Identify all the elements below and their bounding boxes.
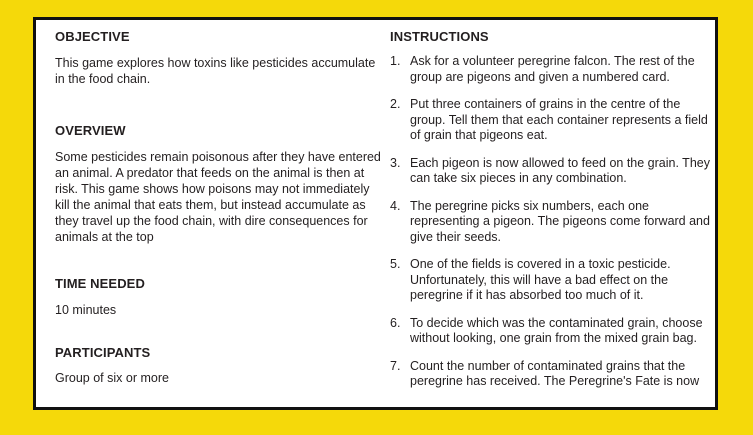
instruction-list	[390, 54, 710, 402]
step-number: 2.	[390, 97, 401, 111]
game-card	[33, 17, 718, 410]
instruction-step	[390, 54, 710, 85]
overview-text: Some pesticides remain poisonous after they have entered an animal. A predator that feeds on the animal is then at risk. This game shows how poisons may not immediately kill the animal that eats them, but instead accumulate as they travel up the food chain, with dire consequences for animals at the top	[55, 150, 381, 244]
step-text: Ask for a volunteer peregrine falcon. The rest of the group are pigeons and given a numbered card.	[410, 54, 695, 84]
step-text: Count the number of contaminated grains that the peregrine has received. The Peregrine's Fate is now	[410, 358, 700, 388]
objective-heading: OBJECTIVE	[55, 29, 130, 44]
step-number: 1.	[390, 54, 401, 68]
step-text: One of the fields is covered in a toxic pesticide. Unfortunately, this will have a bad effect on the peregrine if it has absorbed too much of it.	[410, 257, 671, 302]
step-text: The peregrine picks six numbers, each one representing a pigeon. The pigeons come forward and give their seeds.	[410, 198, 710, 244]
participants-text: Group of six or more	[55, 371, 169, 385]
instruction-step	[390, 359, 710, 390]
step-number: 7.	[390, 358, 401, 373]
instructions-heading: INSTRUCTIONS	[390, 29, 489, 44]
instruction-step	[390, 199, 710, 246]
step-number: 3.	[390, 155, 401, 170]
overview-heading: OVERVIEW	[55, 123, 126, 138]
step-number: 6.	[390, 315, 401, 330]
instruction-step	[390, 316, 710, 347]
step-text: Each pigeon is now allowed to feed on the grain. They can take six pieces in any combination.	[410, 155, 710, 185]
instruction-step	[390, 156, 710, 187]
instruction-step	[390, 97, 710, 144]
objective-text: This game explores how toxins like pesticides accumulate in the food chain.	[55, 56, 376, 86]
time-needed-heading: TIME NEEDED	[55, 276, 145, 291]
step-number: 5.	[390, 257, 401, 271]
step-number: 4.	[390, 198, 401, 213]
step-text: To decide which was the contaminated grain, choose without looking, one grain from the mixed grain bag.	[410, 315, 703, 345]
instruction-step	[390, 257, 710, 304]
step-text: Put three containers of grains in the centre of the group. Tell them that each container represents a field of grain that pigeons eat.	[410, 97, 708, 142]
participants-heading: PARTICIPANTS	[55, 345, 151, 360]
time-needed-text: 10 minutes	[55, 303, 117, 317]
